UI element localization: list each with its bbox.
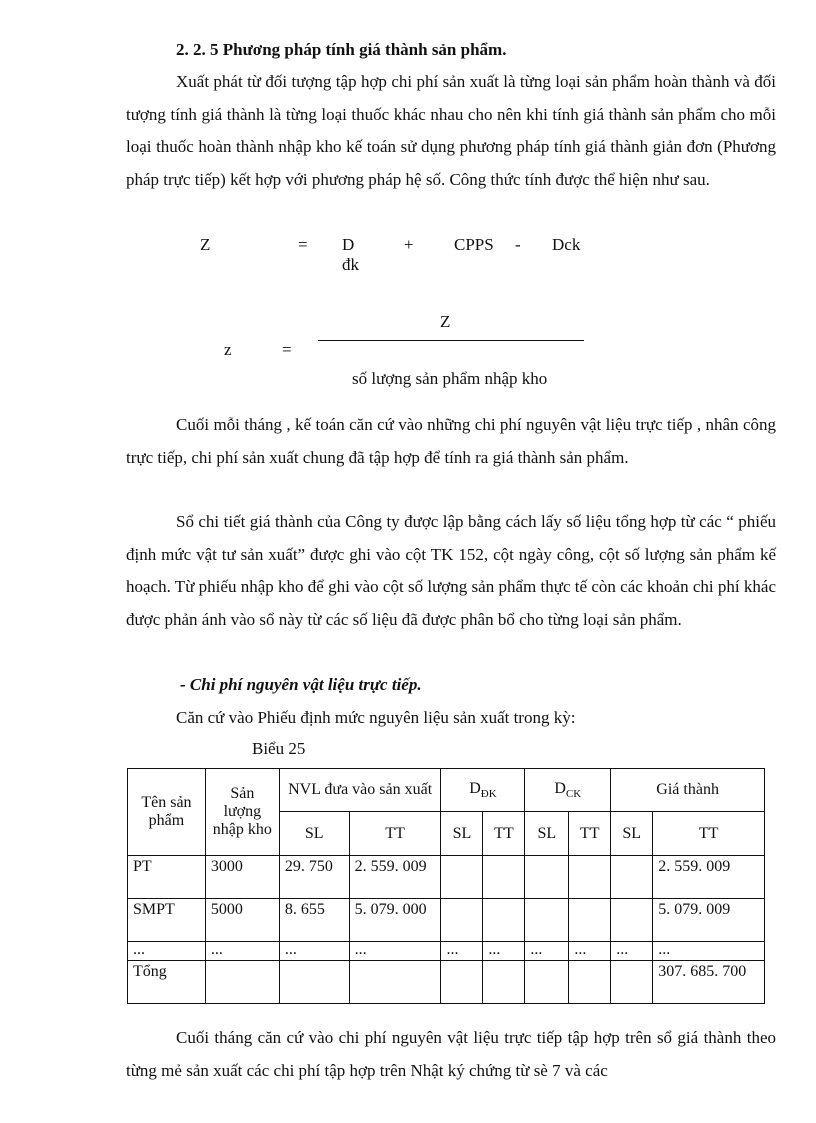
cell-gt-tt: 2. 559. 009	[653, 856, 765, 899]
cell-dck-sl	[525, 961, 569, 1004]
formula-minus: -	[515, 235, 521, 254]
cell-nvl-sl: 8. 655	[279, 899, 349, 942]
cell-dck-tt	[569, 899, 611, 942]
cell-dck-tt: ...	[569, 942, 611, 961]
header-dck-sub: CK	[565, 788, 582, 801]
subheader-sl: SL	[441, 812, 483, 856]
cell-ddk-sl	[441, 899, 483, 942]
paragraph-closing: Cuối tháng căn cứ vào chi phí nguyên vật liệu trực tiếp tập hợp trên sổ giá thành theo từng mẻ sản xuất các chi phí tập hợp trên Nhật ký chứng từ sè 7 và các	[126, 1028, 776, 1080]
cell-ddk-tt	[483, 961, 525, 1004]
cell-qty: 3000	[205, 856, 279, 899]
subheader-sl: SL	[525, 812, 569, 856]
cell-nvl-sl	[279, 961, 349, 1004]
header-dck-main: D	[554, 779, 566, 797]
table-row	[128, 942, 765, 961]
cell-ddk-sl: ...	[441, 942, 483, 961]
header-product-name: Tên sản phẩm	[128, 769, 206, 856]
header-cost-price: Giá thành	[611, 769, 765, 812]
formula-equals: =	[298, 235, 308, 254]
table-row	[128, 961, 765, 1004]
subheader-sl: SL	[279, 812, 349, 856]
cell-gt-sl	[611, 961, 653, 1004]
cell-qty	[205, 961, 279, 1004]
subheader-sl: SL	[611, 812, 653, 856]
header-dck	[525, 769, 611, 812]
subheader-tt: TT	[349, 812, 441, 856]
subheader-tt: TT	[483, 812, 525, 856]
section-heading: 2. 2. 5 Phương pháp tính giá thành sản phẩm.	[176, 40, 507, 59]
paragraph-intro: Xuất phát từ đối tượng tập hợp chi phí sản xuất là từng loại sản phẩm hoàn thành và đối tượng tính giá thành là từng loại thuốc khác nhau cho nên khi tính giá thành sản phẩm cho mỗi loại thuốc hoàn thành nhập kho kế toán sử dụng phương pháp tính giá thành giản đơn (Phương pháp trực tiếp) kết hợp với phương pháp hệ số. Công thức tính được thể hiện như sau.	[126, 72, 776, 189]
cell-nvl-tt: 2. 559. 009	[349, 856, 441, 899]
formula-lhs: Z	[200, 235, 211, 254]
cell-ddk-tt	[483, 899, 525, 942]
cell-nvl-tt: ...	[349, 942, 441, 961]
header-ddk-sub: ĐK	[480, 788, 497, 801]
header-ddk-main: D	[469, 779, 481, 797]
cell-nvl-sl: 29. 750	[279, 856, 349, 899]
cell-dck-tt	[569, 856, 611, 899]
cell-ddk-tt	[483, 856, 525, 899]
formula-term-cpps: CPPS	[454, 235, 494, 254]
cell-gt-sl: ...	[611, 942, 653, 961]
fraction-numerator: Z	[440, 312, 451, 331]
paragraph-ledger: Sổ chi tiết giá thành của Công ty được lập bằng cách lấy số liệu tổng hợp từ các “ phiếu định mức vật tư sản xuất” được ghi vào cột TK 152, cột ngày công, cột số lượng sản phẩm kế hoạch. Từ phiếu nhập kho để ghi vào cột số lượng sản phẩm thực tế còn các khoản chi phí khác được phản ánh vào sổ này từ các số liệu đã được phân bổ cho từng loại sản phẩm.	[126, 512, 776, 629]
cell-qty: ...	[205, 942, 279, 961]
cell-gt-sl	[611, 856, 653, 899]
cell-name: ...	[128, 942, 206, 961]
cell-dck-sl	[525, 856, 569, 899]
cell-ddk-sl	[441, 856, 483, 899]
table-row	[128, 856, 765, 899]
cell-gt-sl	[611, 899, 653, 942]
cell-nvl-sl: ...	[279, 942, 349, 961]
unit-formula-equals: =	[282, 340, 292, 359]
header-quantity: Sản lượng nhập kho	[205, 769, 279, 856]
formula-term-ddk: D đk	[342, 235, 359, 274]
cell-dck-sl	[525, 899, 569, 942]
table-header-row-1	[128, 769, 765, 812]
fraction-denominator: số lượng sản phẩm nhập kho	[352, 369, 548, 388]
cell-gt-tt: ...	[653, 942, 765, 961]
paragraph-monthly: Cuối mỗi tháng , kế toán căn cứ vào những chi phí nguyên vật liệu trực tiếp , nhân công trực tiếp, chi phí sản xuất chung đã tập hợp để tính ra giá thành sản phẩm.	[126, 415, 776, 467]
formula-plus: +	[404, 235, 414, 254]
cell-name: Tổng	[128, 961, 206, 1004]
header-ddk	[441, 769, 525, 812]
formula-term-dck: Dck	[552, 235, 581, 254]
subheader-tt: TT	[569, 812, 611, 856]
cell-qty: 5000	[205, 899, 279, 942]
subheading-material-cost: - Chi phí nguyên vật liệu trực tiếp.	[180, 675, 422, 694]
cell-dck-tt	[569, 961, 611, 1004]
cell-nvl-tt	[349, 961, 441, 1004]
cell-gt-tt: 307. 685. 700	[653, 961, 765, 1004]
cell-name: SMPT	[128, 899, 206, 942]
cell-gt-tt: 5. 079. 009	[653, 899, 765, 942]
cell-name: PT	[128, 856, 206, 899]
table-row	[128, 899, 765, 942]
fraction-bar	[318, 340, 584, 341]
cell-ddk-sl	[441, 961, 483, 1004]
paragraph-basis: Căn cứ vào Phiếu định mức nguyên liệu sản xuất trong kỳ:	[176, 708, 576, 727]
cell-dck-sl: ...	[525, 942, 569, 961]
subheader-tt: TT	[653, 812, 765, 856]
cell-nvl-tt: 5. 079. 000	[349, 899, 441, 942]
header-nvl: NVL đưa vào sản xuất	[279, 769, 441, 812]
cell-ddk-tt: ...	[483, 942, 525, 961]
unit-formula-lhs: z	[224, 340, 232, 359]
table-caption: Biểu 25	[252, 739, 306, 758]
cost-table	[127, 768, 765, 1004]
